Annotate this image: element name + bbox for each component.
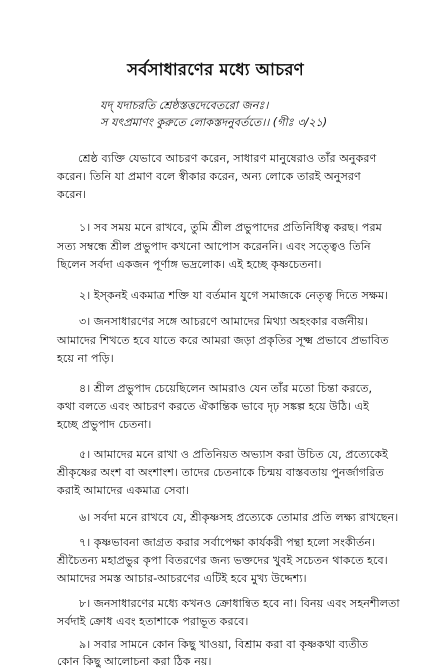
point-line: আমাদের শিখতে হবে যাতে করে আমরা জড়া প্রকৃতির সূক্ষ্ম প্রভাবে প্রভাবিত [57, 334, 389, 347]
point-line: ৪। শ্রীল প্রভুপাদ চেয়েছিলেন আমরাও যেন তাঁর মতো চিন্তা করতে, [79, 382, 373, 395]
point-line: আমাদের সমস্ত আচার-আচরণের এটিই হবে মুখ্য উদ্দেশ্য। [57, 572, 307, 585]
point-line: ৫। আমাদের মনে রাখা ও প্রতিনিয়ত অভ্যাস করা উচিত যে, প্রত্যেকেই [79, 448, 388, 461]
point-line: ছিলেন সর্বদা একজন পূর্ণাঙ্গ ভদ্রলোক। এই হচ্ছে কৃষ্ণচেতনা। [57, 258, 322, 271]
point-line: কোন কিছু আলোচনা করা ঠিক নয়। [57, 655, 212, 668]
point-line: ৯। সবার সামনে কোন কিছু খাওয়া, বিশ্রাম করা বা কৃষ্ণকথা ব্যতীত [79, 638, 369, 651]
point-line: শ্রীকৃষ্ণের অংশ বা অংশাংশ। তাদের চেতনাকে চিন্ময় বাস্তবতায় পুনর্জাগরিত [57, 466, 384, 479]
point-line: করাই আমাদের একমাত্র সেবা। [57, 484, 190, 497]
intro-line: শ্রেষ্ঠ ব্যক্তি যেভাবে আচরণ করেন, সাধারণ মানুষেরাও তাঁর অনুকরণ [78, 152, 377, 165]
point-line: হচ্ছে প্রভুপাদ চেতনা। [57, 418, 152, 431]
shloka-line-1: যদ্ যদাচরতি শ্রেষ্ঠস্তত্তদেবেতরো জনঃ। [100, 99, 269, 112]
point-line: সর্বদাই ক্রোধ এবং হতাশাকে পরাভূত করবে। [57, 615, 249, 628]
page-title: সর্বসাধারণের মধ্যে আচরণ [127, 60, 304, 79]
point-line: ১। সব সময় মনে রাখবে, তুমি শ্রীল প্রভুপাদের প্রতিনিধিত্ব করছ। পরম [79, 221, 382, 234]
point-line: ৭। কৃষ্ণভাবনা জাগ্রত করার সর্বাপেক্ষা কার্যকরী পন্থা হলো সংকীর্তন। [79, 536, 376, 549]
point-line: ৮। জনসাধারণের মধ্যে কখনও ক্রোধান্বিত হবে না। বিনয় এবং সহনশীলতা [79, 597, 400, 610]
intro-line: করেন। [57, 188, 87, 201]
point-line: শ্রীচৈতন্য মহাপ্রভুর কৃপা বিতরণের জন্য ভক্তদের খুবই সচেতন থাকতে হবে। [57, 554, 388, 567]
point-line: হয়ে না পড়ি। [57, 352, 114, 365]
point-line: ৬। সর্বদা মনে রাখবে যে, শ্রীকৃষ্ণসহ প্রত্যেকে তোমার প্রতি লক্ষ্য রাখছেন। [79, 511, 399, 524]
point-line: ৩। জনসাধারণের সঙ্গে আচরণে আমাদের মিথ্যা অহংকার বর্জনীয়। [79, 315, 368, 328]
shloka-line-2: স যৎপ্রমাণং কুরুতে লোকস্তদনুবর্ততে।। (গীঃ ৩/২১) [100, 116, 328, 129]
point-line: ২। ইস্‌কনই একমাত্র শক্তি যা বর্তমান যুগে সমাজকে নেতৃত্ব দিতে সক্ষম। [79, 289, 389, 302]
point-line: সত্য সম্বন্ধে শ্রীল প্রভুপাদ কখনো আপোস করেননি। এবং সত্ত্বেও তিনি [57, 240, 371, 253]
point-line: কথা বলতে এবং আচরণ করতে ঐকান্তিক ভাবে দৃঢ় সঙ্কল্প হয়ে উঠি। এই [57, 400, 369, 413]
intro-line: করেন। তিনি যা প্রমাণ বলে স্বীকার করেন, অন্য লোকে তারই অনুসরণ [57, 170, 361, 183]
